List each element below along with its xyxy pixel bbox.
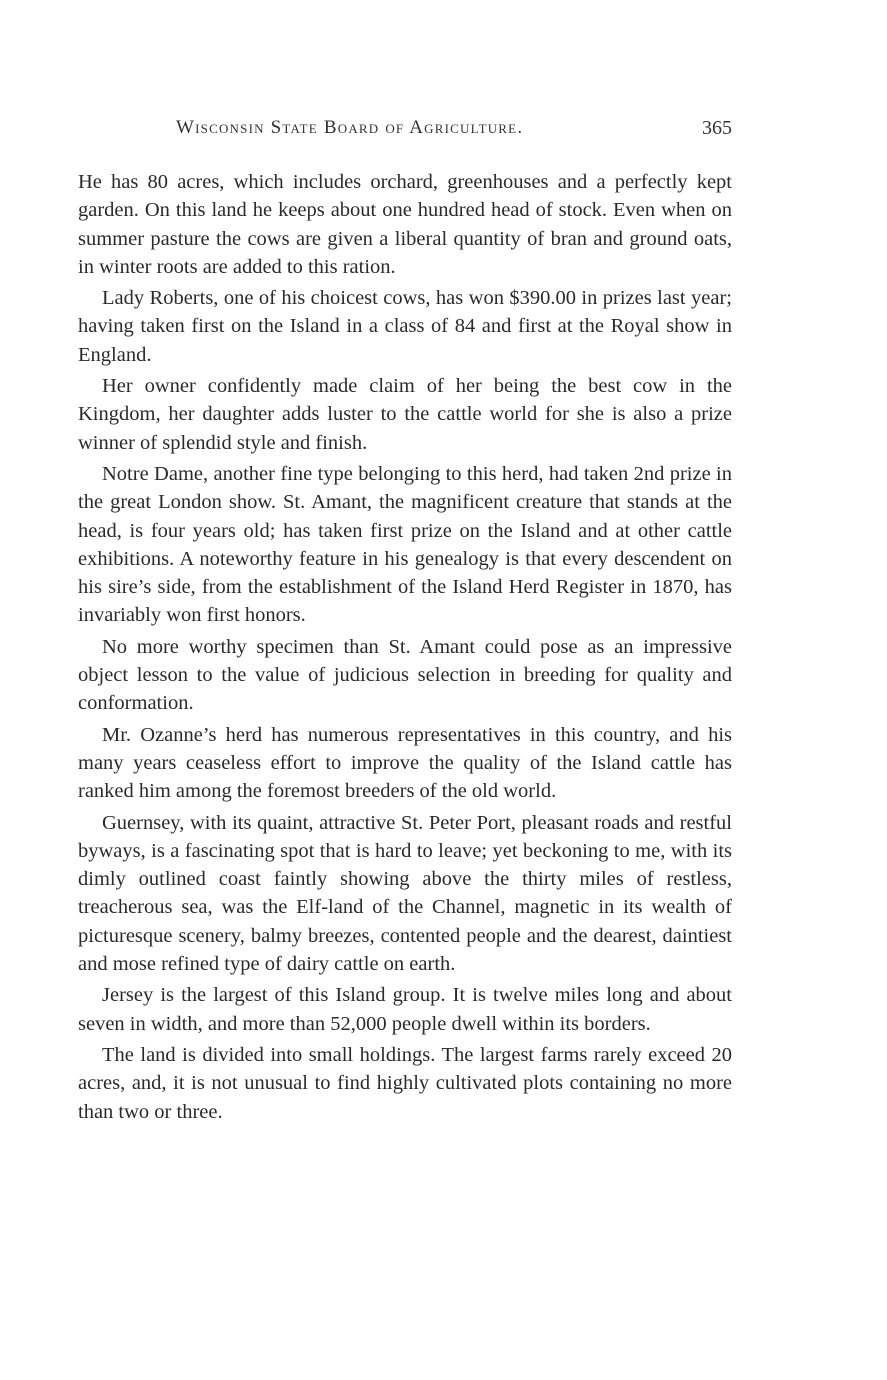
- running-title: Wisconsin State Board of Agriculture.: [176, 117, 524, 138]
- paragraph-3: Her owner confidently made claim of her being the best cow in the Kingdom, her daughter adds luster to the cattle world for she is also a prize winner of splendid style and finish.: [78, 375, 732, 454]
- paragraph-7: Guernsey, with its quaint, attractive St. Peter Port, pleasant roads and restful byways, is a fascinating spot that is hard to leave; yet beckoning to me, with its dimly outlined coast faintly showing above the thirty miles of restless, treacherous sea, was the Elf-land of the Channel, magnetic in its wealth of picturesque scenery, balmy breezes, contented people and the dearest, daintiest and mose refined type of dairy cattle on earth.: [78, 811, 732, 976]
- paragraph-5: No more worthy specimen than St. Amant could pose as an impressive object lesson to the value of judicious selection in breeding for quality and conformation.: [78, 635, 732, 715]
- running-head: [78, 117, 732, 147]
- paragraph-1: He has 80 acres, which includes orchard, greenhouses and a perfectly kept garden. On this land he keeps about one hundred head of stock. Even when on summer pasture the cows are given a liberal quantity of bran and ground oats, in winter roots are added to this ration.: [78, 171, 732, 278]
- paragraph-9: The land is divided into small holdings. The largest farms rarely exceed 20 acres, and, it is not unusual to find highly cultivated plots containing no more than two or three.: [78, 1043, 732, 1123]
- paragraph-2: Lady Roberts, one of his choicest cows, has won $390.00 in prizes last year; having taken first on the Island in a class of 84 and first at the Royal show in England.: [78, 287, 732, 366]
- paragraph-4: Notre Dame, another fine type belonging to this herd, had taken 2nd prize in the great London show. St. Amant, the magnificent creature that stands at the head, is four years old; has taken first prize on the Island and at other cattle exhibitions. A noteworthy feature in his genealogy is that every descendent on his sire’s side, from the establishment of the Island Herd Register in 1870, has invariably won first honors.: [78, 462, 732, 627]
- paragraph-8: Jersey is the largest of this Island group. It is twelve miles long and about seven in width, and more than 52,000 people dwell within its borders.: [78, 984, 732, 1035]
- body-text: [78, 168, 732, 1129]
- paragraph-6: Mr. Ozanne’s herd has numerous representatives in this country, and his many years ceaseless effort to improve the quality of the Island cattle has ranked him among the foremost breeders of the old world.: [78, 723, 732, 803]
- page-number: 365: [702, 117, 732, 139]
